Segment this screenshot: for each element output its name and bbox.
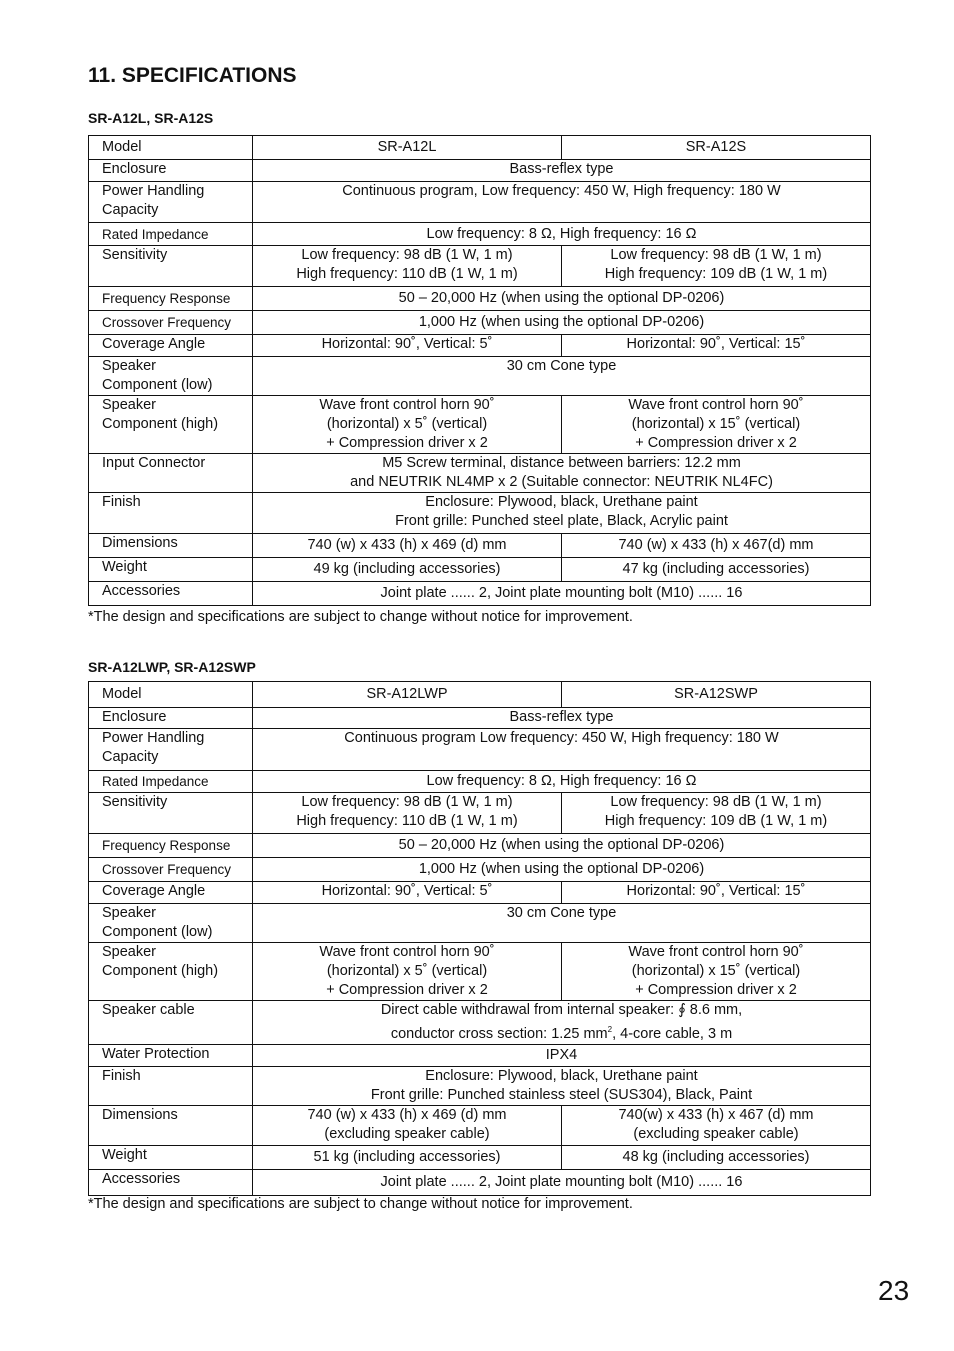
row-label-enclosure: Enclosure bbox=[89, 160, 253, 182]
row-label-weight: Weight bbox=[89, 558, 253, 582]
row-label-sensitivity: Sensitivity bbox=[89, 246, 253, 287]
table-row bbox=[89, 834, 871, 858]
sensitivity-a: Low frequency: 98 dB (1 W, 1 m) High frequency: 110 dB (1 W, 1 m) bbox=[253, 246, 562, 287]
impedance-value: Low frequency: 8 Ω, High frequency: 16 Ω bbox=[253, 223, 871, 246]
input-value: M5 Screw terminal, distance between barriers: 12.2 mm and NEUTRIK NL4MP x 2 (Suitable connector: NEUTRIK NL4FC) bbox=[253, 454, 871, 493]
table-row bbox=[89, 396, 871, 454]
table-row bbox=[89, 793, 871, 834]
spec-table-1 bbox=[88, 135, 871, 606]
weight-b: 47 kg (including accessories) bbox=[562, 558, 871, 582]
table-row bbox=[89, 729, 871, 771]
row-label-water: Water Protection bbox=[89, 1044, 253, 1066]
table2-subtitle: SR-A12LWP, SR-A12SWP bbox=[88, 659, 256, 675]
weight-b: 48 kg (including accessories) bbox=[562, 1145, 871, 1169]
comp-low-value: 30 cm Cone type bbox=[253, 357, 871, 396]
enclosure-value: Bass-reflex type bbox=[253, 160, 871, 182]
finish-value: Enclosure: Plywood, black, Urethane paint Front grille: Punched steel plate, Black, Acrylic paint bbox=[253, 493, 871, 534]
row-label-model: Model bbox=[89, 136, 253, 160]
table-row bbox=[89, 1169, 871, 1195]
page-number: 23 bbox=[878, 1275, 910, 1306]
sensitivity-b: Low frequency: 98 dB (1 W, 1 m) High frequency: 109 dB (1 W, 1 m) bbox=[562, 246, 871, 287]
row-label-finish: Finish bbox=[89, 1066, 253, 1105]
table2-note: *The design and specifications are subject to change without notice for improvement. bbox=[88, 1196, 633, 1212]
table-row bbox=[89, 943, 871, 1001]
power-value: Continuous program, Low frequency: 450 W, High frequency: 180 W bbox=[253, 182, 871, 223]
row-label-power: Power Handling Capacity bbox=[89, 729, 253, 771]
row-label-crossover: Crossover Frequency bbox=[89, 858, 253, 882]
table-row bbox=[89, 1145, 871, 1169]
crossover-value: 1,000 Hz (when using the optional DP-0206) bbox=[253, 311, 871, 335]
table-row bbox=[89, 335, 871, 357]
accessories-value: Joint plate ...... 2, Joint plate mounting bolt (M10) ...... 16 bbox=[253, 582, 871, 606]
table-row bbox=[89, 771, 871, 793]
row-label-accessories: Accessories bbox=[89, 582, 253, 606]
sensitivity-a: Low frequency: 98 dB (1 W, 1 m) High frequency: 110 dB (1 W, 1 m) bbox=[253, 793, 562, 834]
enclosure-value: Bass-reflex type bbox=[253, 708, 871, 729]
impedance-value: Low frequency: 8 Ω, High frequency: 16 Ω bbox=[253, 771, 871, 793]
comp-high-b: Wave front control horn 90˚ (horizontal) x 15˚ (vertical) + Compression driver x 2 bbox=[562, 943, 871, 1001]
table-row bbox=[89, 454, 871, 493]
table-row bbox=[89, 1105, 871, 1145]
table-row bbox=[89, 1001, 871, 1045]
table-row bbox=[89, 904, 871, 943]
row-label-comp-low: Speaker Component (low) bbox=[89, 904, 253, 943]
spec-table-2 bbox=[88, 681, 871, 1196]
dimensions-b: 740 (w) x 433 (h) x 467(d) mm bbox=[562, 534, 871, 558]
table-row bbox=[89, 882, 871, 904]
row-label-impedance: Rated Impedance bbox=[89, 223, 253, 246]
comp-low-value: 30 cm Cone type bbox=[253, 904, 871, 943]
table1-subtitle: SR-A12L, SR-A12S bbox=[88, 110, 214, 126]
dimensions-a: 740 (w) x 433 (h) x 469 (d) mm bbox=[253, 534, 562, 558]
power-value: Continuous program Low frequency: 450 W, High frequency: 180 W bbox=[253, 729, 871, 771]
table-row bbox=[89, 682, 871, 708]
dimensions-a: 740 (w) x 433 (h) x 469 (d) mm (excluding speaker cable) bbox=[253, 1105, 562, 1145]
row-label-sensitivity: Sensitivity bbox=[89, 793, 253, 834]
row-label-impedance: Rated Impedance bbox=[89, 771, 253, 793]
comp-high-a: Wave front control horn 90˚ (horizontal) x 5˚ (vertical) + Compression driver x 2 bbox=[253, 396, 562, 454]
coverage-a: Horizontal: 90˚, Vertical: 5˚ bbox=[253, 882, 562, 904]
coverage-b: Horizontal: 90˚, Vertical: 15˚ bbox=[562, 335, 871, 357]
comp-high-b: Wave front control horn 90˚ (horizontal) x 15˚ (vertical) + Compression driver x 2 bbox=[562, 396, 871, 454]
table-row bbox=[89, 582, 871, 606]
water-value: IPX4 bbox=[253, 1044, 871, 1066]
weight-a: 51 kg (including accessories) bbox=[253, 1145, 562, 1169]
weight-a: 49 kg (including accessories) bbox=[253, 558, 562, 582]
model-b: SR-A12S bbox=[562, 136, 871, 160]
table-row bbox=[89, 287, 871, 311]
frequency-value: 50 – 20,000 Hz (when using the optional DP-0206) bbox=[253, 287, 871, 311]
crossover-value: 1,000 Hz (when using the optional DP-0206) bbox=[253, 858, 871, 882]
model-b: SR-A12SWP bbox=[562, 682, 871, 708]
cable-value: Direct cable withdrawal from internal speaker: ∮ 8.6 mm, conductor cross section: 1.25 $mm^2$, 4-core cable, 3 m bbox=[253, 1001, 871, 1045]
row-label-dimensions: Dimensions bbox=[89, 534, 253, 558]
row-label-cable: Speaker cable bbox=[89, 1001, 253, 1045]
model-a: SR-A12L bbox=[253, 136, 562, 160]
table1-note: *The design and specifications are subject to change without notice for improvement. bbox=[88, 609, 633, 625]
row-label-power: Power Handling Capacity bbox=[89, 182, 253, 223]
model-a: SR-A12LWP bbox=[253, 682, 562, 708]
table-row bbox=[89, 136, 871, 160]
finish-value: Enclosure: Plywood, black, Urethane paint Front grille: Punched stainless steel (SUS304), Black, Paint bbox=[253, 1066, 871, 1105]
row-label-model: Model bbox=[89, 682, 253, 708]
row-label-frequency: Frequency Response bbox=[89, 834, 253, 858]
table-row bbox=[89, 708, 871, 729]
row-label-dimensions: Dimensions bbox=[89, 1105, 253, 1145]
row-label-accessories: Accessories bbox=[89, 1169, 253, 1195]
table-row bbox=[89, 160, 871, 182]
row-label-frequency: Frequency Response bbox=[89, 287, 253, 311]
table-row bbox=[89, 223, 871, 246]
row-label-comp-high: Speaker Component (high) bbox=[89, 943, 253, 1001]
coverage-b: Horizontal: 90˚, Vertical: 15˚ bbox=[562, 882, 871, 904]
page-heading: 11. SPECIFICATIONS bbox=[88, 64, 297, 87]
table-row bbox=[89, 1044, 871, 1066]
sensitivity-b: Low frequency: 98 dB (1 W, 1 m) High frequency: 109 dB (1 W, 1 m) bbox=[562, 793, 871, 834]
row-label-input: Input Connector bbox=[89, 454, 253, 493]
table-row bbox=[89, 357, 871, 396]
table-row bbox=[89, 493, 871, 534]
row-label-crossover: Crossover Frequency bbox=[89, 311, 253, 335]
table-row bbox=[89, 858, 871, 882]
row-label-enclosure: Enclosure bbox=[89, 708, 253, 729]
row-label-comp-low: Speaker Component (low) bbox=[89, 357, 253, 396]
table-row bbox=[89, 182, 871, 223]
coverage-a: Horizontal: 90˚, Vertical: 5˚ bbox=[253, 335, 562, 357]
table-row bbox=[89, 534, 871, 558]
table-row bbox=[89, 1066, 871, 1105]
accessories-value: Joint plate ...... 2, Joint plate mounting bolt (M10) ...... 16 bbox=[253, 1169, 871, 1195]
comp-high-a: Wave front control horn 90˚ (horizontal) x 5˚ (vertical) + Compression driver x 2 bbox=[253, 943, 562, 1001]
frequency-value: 50 – 20,000 Hz (when using the optional DP-0206) bbox=[253, 834, 871, 858]
table-row bbox=[89, 558, 871, 582]
row-label-weight: Weight bbox=[89, 1145, 253, 1169]
row-label-coverage: Coverage Angle bbox=[89, 882, 253, 904]
dimensions-b: 740(w) x 433 (h) x 467 (d) mm (excluding speaker cable) bbox=[562, 1105, 871, 1145]
table-row bbox=[89, 311, 871, 335]
row-label-comp-high: Speaker Component (high) bbox=[89, 396, 253, 454]
table-row bbox=[89, 246, 871, 287]
row-label-finish: Finish bbox=[89, 493, 253, 534]
row-label-coverage: Coverage Angle bbox=[89, 335, 253, 357]
